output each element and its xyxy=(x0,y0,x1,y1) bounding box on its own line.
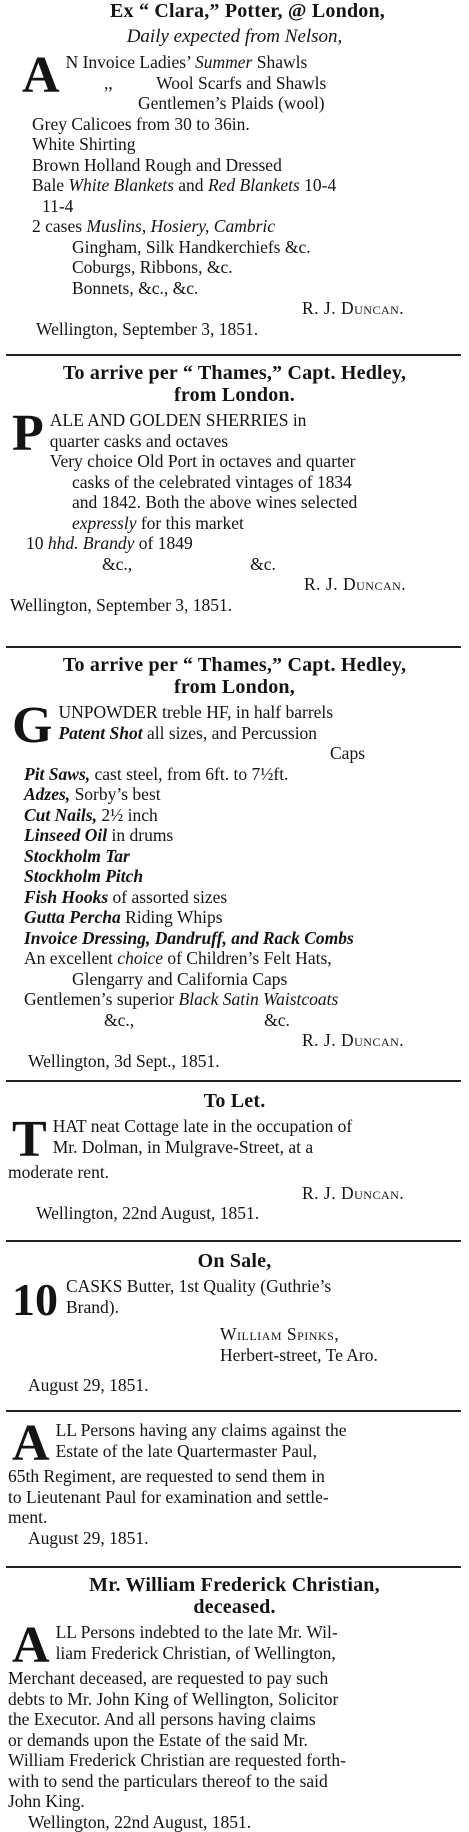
text-line: Coburgs, Ribbons, &c. xyxy=(8,257,461,278)
text-line: ment. xyxy=(8,1507,461,1528)
text-line: Pit Saws, cast steel, from 6ft. to 7½ft. xyxy=(8,764,461,785)
etc-line: &c., &c. xyxy=(8,554,461,575)
signature: R. J. Duncan. xyxy=(8,1030,461,1051)
dateline: Wellington, September 3, 1851. xyxy=(8,319,461,340)
text-line: Adzes, Sorby’s best xyxy=(8,784,461,805)
text-line: 65th Regiment, are requested to send them in xyxy=(8,1466,461,1487)
divider-rule xyxy=(6,354,461,356)
divider-rule xyxy=(6,1410,461,1412)
signature: R. J. Duncan. xyxy=(8,1183,461,1204)
text-line: and 1842. Both the above wines selected xyxy=(8,492,461,513)
divider-rule xyxy=(6,1080,461,1082)
advert-paul-estate xyxy=(0,1420,469,1548)
drop-cap: G xyxy=(12,704,52,748)
text-line: UNPOWDER treble HF, in half barrels xyxy=(8,702,461,723)
drop-numeral: 10 xyxy=(12,1278,58,1322)
signature: R. J. Duncan. xyxy=(8,298,461,319)
text-line: Fish Hooks of assorted sizes xyxy=(8,887,461,908)
text-line: Gentlemen’s superior Black Satin Waistcoats xyxy=(8,989,461,1010)
text-line: Invoice Dressing, Dandruff, and Rack Combs xyxy=(8,928,461,949)
advert-title: To arrive per “ Thames,” Capt. Hedley, xyxy=(8,362,461,384)
dateline: August 29, 1851. xyxy=(8,1365,461,1396)
advert-title: Ex “ Clara,” Potter, @ London, xyxy=(8,0,461,22)
text-line: quarter casks and octaves xyxy=(8,431,461,452)
text-line: Linseed Oil in drums xyxy=(8,825,461,846)
text-line: Gutta Percha Riding Whips xyxy=(8,907,461,928)
advert-title-line2: deceased. xyxy=(8,1596,461,1618)
etc-line: &c., &c. xyxy=(8,1010,461,1031)
text-line: Mr. Dolman, in Mulgrave-Street, at a xyxy=(8,1137,461,1158)
text-line: HAT neat Cottage late in the occupation of xyxy=(8,1116,461,1137)
text-line: or demands upon the Estate of the said Mr. xyxy=(8,1730,461,1751)
text-line: 2 cases Muslins, Hosiery, Cambric xyxy=(8,216,461,237)
signature: R. J. Duncan. xyxy=(8,574,461,595)
address: Herbert-street, Te Aro. xyxy=(8,1345,461,1366)
advert-subtitle: Daily expected from Nelson, xyxy=(8,26,461,48)
divider-rule xyxy=(6,1566,461,1568)
dateline: Wellington, 22nd August, 1851. xyxy=(8,1203,461,1224)
text-line: Bale White Blankets and Red Blankets 10-4 xyxy=(8,175,461,196)
text-line: Stockholm Tar xyxy=(8,846,461,867)
text-line: ALE AND GOLDEN SHERRIES in xyxy=(8,410,461,431)
text-line: Caps xyxy=(8,743,461,764)
advert-title-line2: from London. xyxy=(8,384,461,406)
text-line: CASKS Butter, 1st Quality (Guthrie’s xyxy=(8,1276,461,1297)
text-line: with to send the particulars thereof to the said xyxy=(8,1771,461,1792)
drop-cap: A xyxy=(22,54,60,98)
advert-clara xyxy=(0,0,469,339)
dateline: Wellington, 22nd August, 1851. xyxy=(8,1812,461,1832)
drop-cap: A xyxy=(12,1624,50,1668)
text-line: 10 hhd. Brandy of 1849 xyxy=(8,533,461,554)
advert-christian-estate xyxy=(0,1574,469,1832)
drop-cap: P xyxy=(12,412,44,456)
advert-sherries xyxy=(0,362,469,615)
divider-rule xyxy=(6,1240,461,1242)
dateline: Wellington, September 3, 1851. xyxy=(8,595,461,616)
text-line: the Executor. And all persons having claims xyxy=(8,1709,461,1730)
divider-rule xyxy=(6,646,461,648)
text-line: to Lieutenant Paul for examination and settle- xyxy=(8,1487,461,1508)
advert-title: On Sale, xyxy=(8,1250,461,1272)
text-line: Grey Calicoes from 30 to 36in. xyxy=(8,114,461,135)
text-line: Gentlemen’s Plaids (wool) xyxy=(8,93,461,114)
text-line: White Shirting xyxy=(8,134,461,155)
text-line: ,, Wool Scarfs and Shawls xyxy=(8,73,461,94)
advert-title: To arrive per “ Thames,” Capt. Hedley, xyxy=(8,654,461,676)
text-line: Very choice Old Port in octaves and quarter xyxy=(8,451,461,472)
text-line: casks of the celebrated vintages of 1834 xyxy=(8,472,461,493)
drop-cap: T xyxy=(12,1118,47,1162)
signature: William Spinks, xyxy=(8,1322,461,1345)
text-line: Estate of the late Quartermaster Paul, xyxy=(8,1441,461,1462)
text-line: Cut Nails, 2½ inch xyxy=(8,805,461,826)
advert-title: Mr. William Frederick Christian, xyxy=(8,1574,461,1596)
advert-title: To Let. xyxy=(8,1090,461,1112)
dateline: Wellington, 3d Sept., 1851. xyxy=(8,1051,461,1072)
text-line: Brand). xyxy=(8,1297,461,1318)
text-line: N Invoice Ladies’ Summer Shawls xyxy=(8,52,461,73)
text-line: John King. xyxy=(8,1791,461,1812)
text-line: LL Persons indebted to the late Mr. Wil- xyxy=(8,1622,461,1643)
text-line: LL Persons having any claims against the xyxy=(8,1420,461,1441)
text-line: expressly for this market xyxy=(8,513,461,534)
text-line: William Frederick Christian are requested forth- xyxy=(8,1750,461,1771)
text-line: debts to Mr. John King of Wellington, Solicitor xyxy=(8,1689,461,1710)
text-line: Glengarry and California Caps xyxy=(8,969,461,990)
text-line: Gingham, Silk Handkerchiefs &c. xyxy=(8,237,461,258)
text-line: liam Frederick Christian, of Wellington, xyxy=(8,1643,461,1664)
text-line: An excellent choice of Children’s Felt Hats, xyxy=(8,948,461,969)
advert-butter xyxy=(0,1250,469,1396)
advert-title-line2: from London, xyxy=(8,676,461,698)
dateline: August 29, 1851. xyxy=(8,1528,461,1549)
text-line: Patent Shot all sizes, and Percussion xyxy=(8,723,461,744)
text-line: moderate rent. xyxy=(8,1162,461,1183)
text-line: Brown Holland Rough and Dressed xyxy=(8,155,461,176)
advert-to-let xyxy=(0,1090,469,1224)
advert-gunpowder xyxy=(0,654,469,1071)
text-line: Bonnets, &c., &c. xyxy=(8,278,461,299)
text-line: Merchant deceased, are requested to pay such xyxy=(8,1668,461,1689)
drop-cap: A xyxy=(12,1422,50,1466)
text-line: Stockholm Pitch xyxy=(8,866,461,887)
text-line: 11-4 xyxy=(8,196,461,217)
